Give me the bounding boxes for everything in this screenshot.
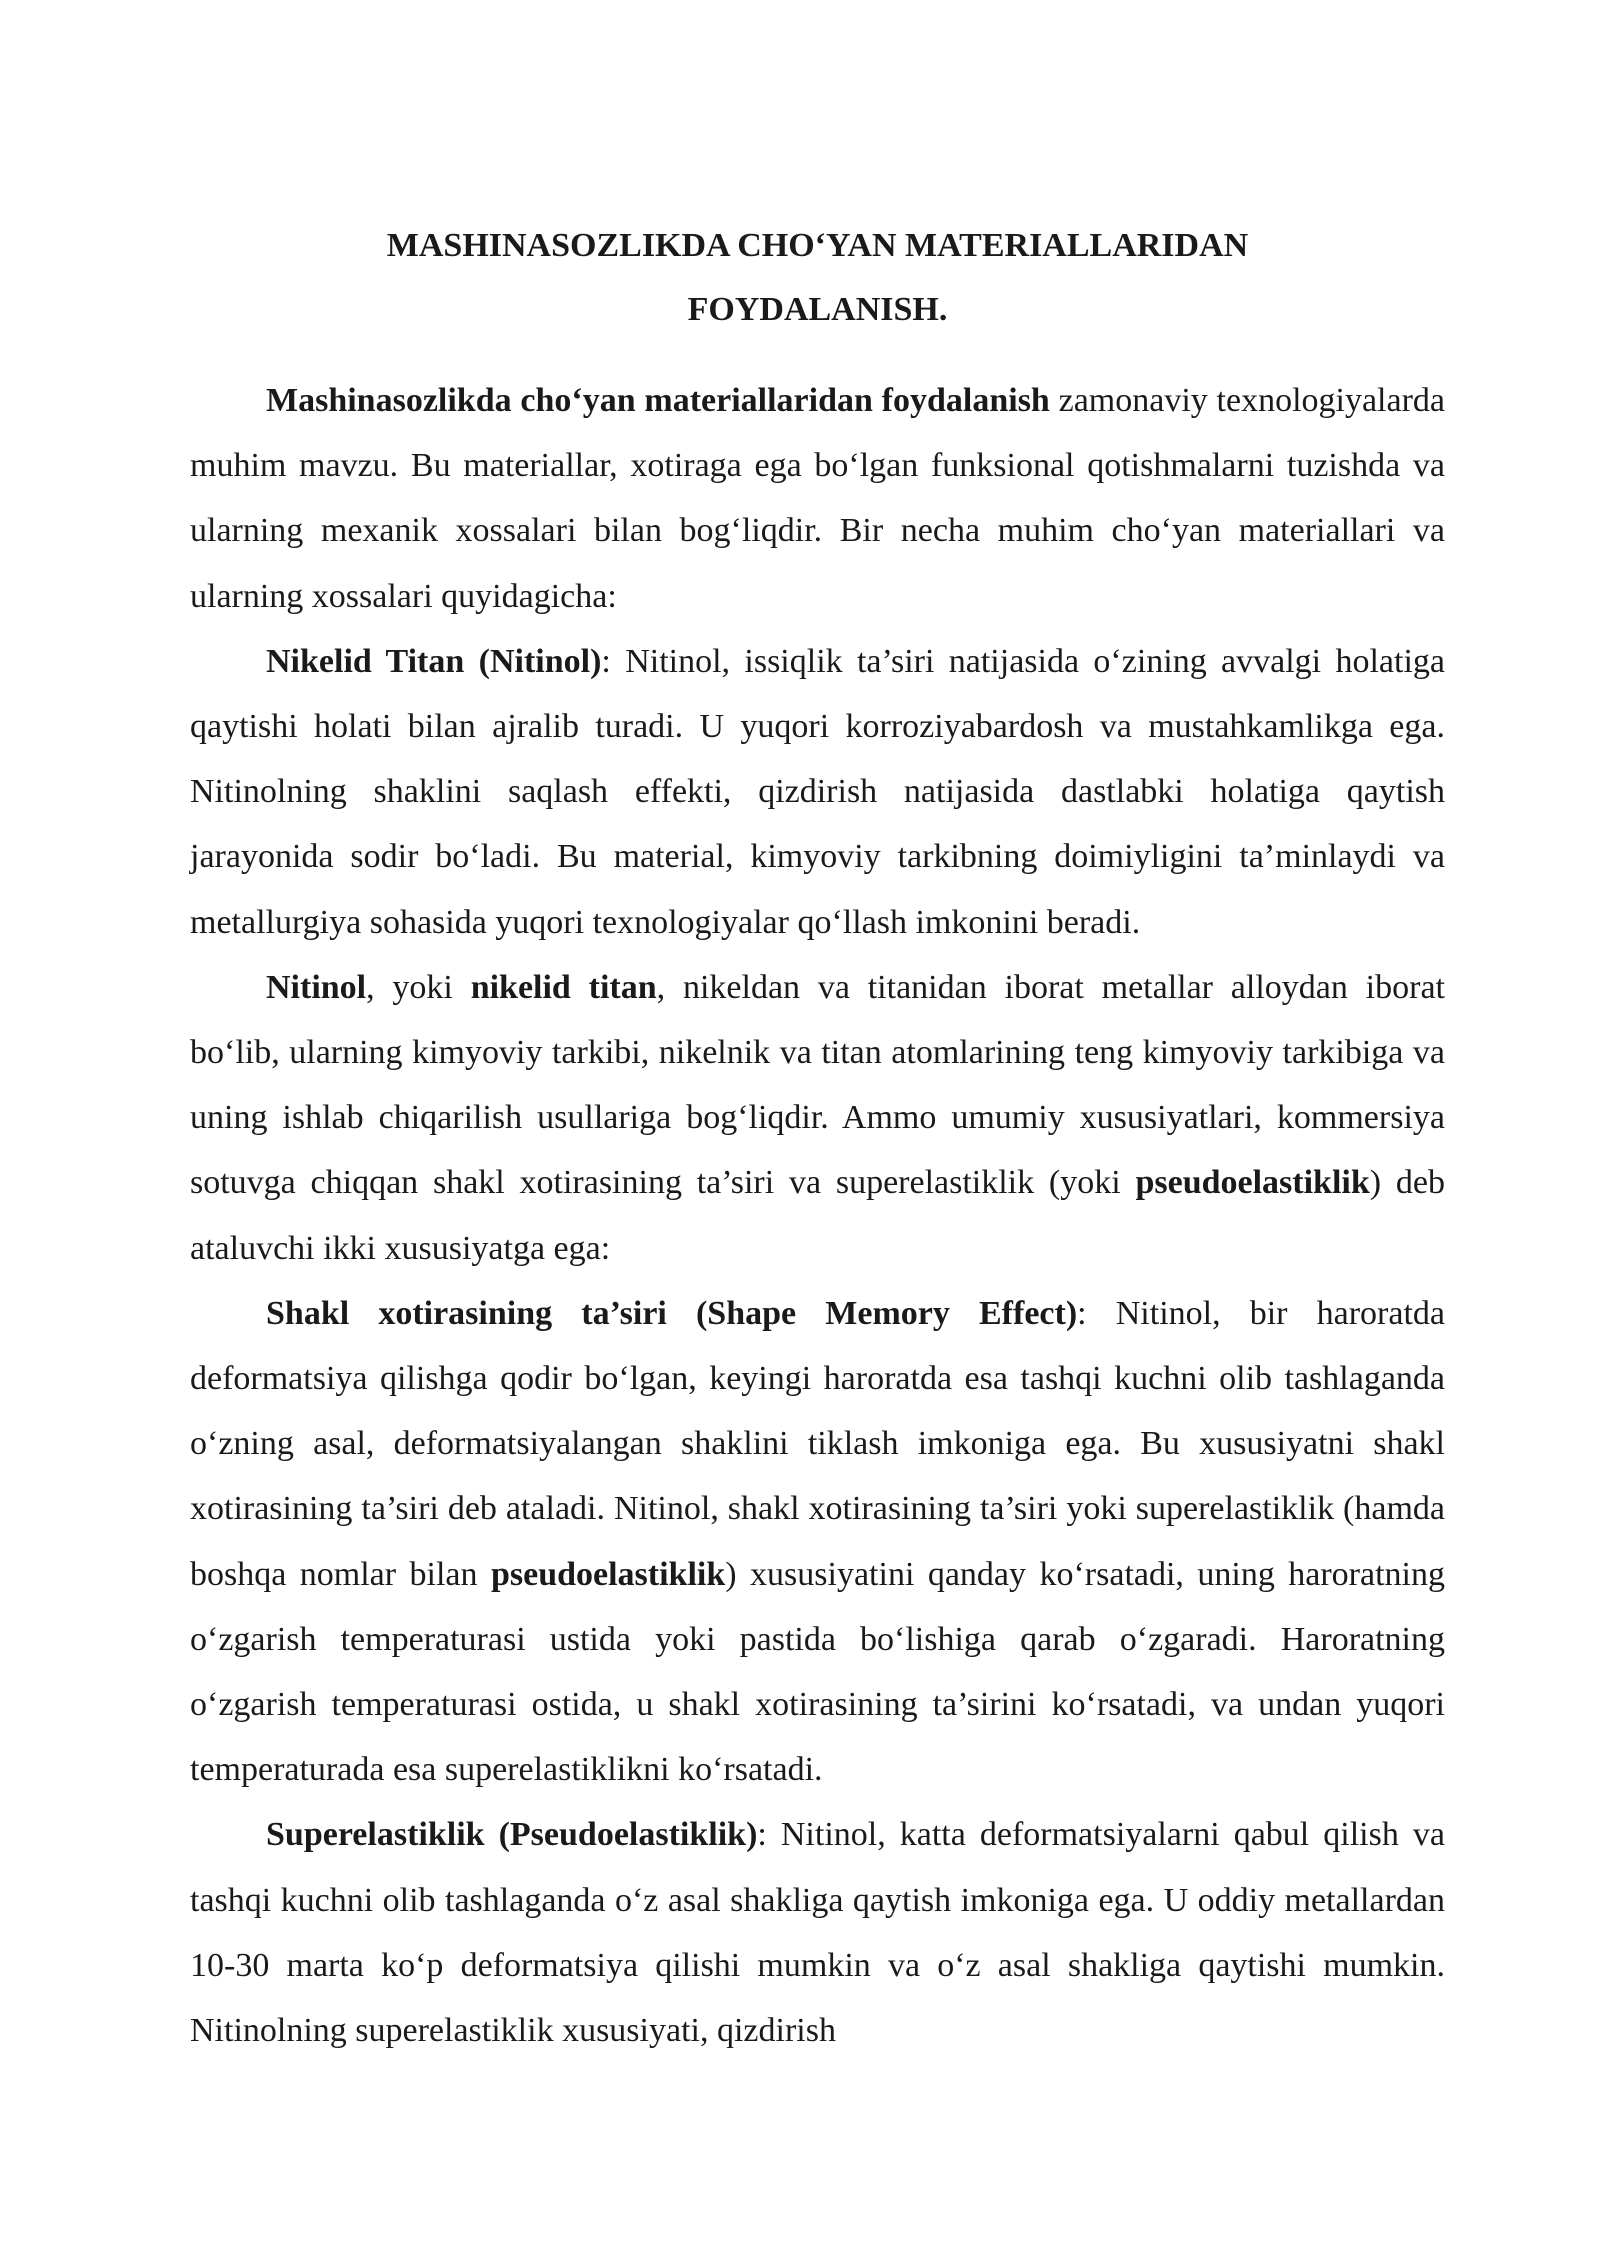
document-page bbox=[190, 214, 1445, 2063]
paragraph-nitinol-bold: Nikelid Titan (Nitinol) bbox=[266, 642, 602, 680]
superelasticity-heading: Superelastiklik (Pseudoelastiklik) bbox=[266, 1816, 758, 1854]
paragraph-nitinol-text: : Nitinol, issiqlik ta’siri natijasida o‘zining avvalgi holatiga qaytishi holati bilan ajralib turadi. U yuqori korroziyabardosh va mustahkamlikga ega. Nitinolning shaklini saqlash effekti, qizdirish natijasida dastlabki holatiga qaytish jarayonida sodir bo‘ladi. Bu material, kimyoviy tarkibning doimiyligini ta’minlaydi va metallurgiya sohasida yuqori texnologiyalar qo‘llash imkonini beradi. bbox=[190, 642, 1446, 941]
document-title bbox=[190, 214, 1445, 342]
superelasticity-text: : Nitinol, katta deformatsiyalarni qabul qilish va tashqi kuchni olib tashlaganda o‘z asal shakliga qaytish imkoniga ega. U oddiy metallardan 10-30 marta ko‘p deformatsiya qilishi mumkin va o‘z asal shakliga qaytishi mumkin. Nitinolning superelastiklik xususiyati, qizdirish bbox=[190, 1816, 1445, 2050]
shape-memory-text-1: : Nitinol, bir haroratda deformatsiya qilishga qodir bo‘lgan, keyingi haroratda esa tashqi kuchni olib tashlaganda o‘zning asal, deformatsiyalangan shaklini tiklash imkoniga ega. Bu xususiyatni shakl xotirasining ta’siri deb ataladi. Nitinol, shakl xotirasining ta’siri yoki superelastiklik (hamda boshqa nomlar bilan bbox=[190, 1294, 1445, 1593]
term-pseudoelastiklik: pseudoelastiklik bbox=[1135, 1164, 1370, 1202]
term-nitinol: Nitinol bbox=[266, 968, 367, 1006]
paragraph-intro-text: zamonaviy texnologiyalarda muhim mavzu. Bu materiallar, xotiraga ega bo‘lgan funksional qotishmalarni tuzishda va ularning mexanik xossalari bilan bog‘liqdir. Bir necha muhim cho‘yan materiallari va ularning xossalari quyidagicha: bbox=[190, 382, 1446, 615]
paragraph-nitinol bbox=[190, 629, 1445, 955]
term-nikelid-titan: nikelid titan bbox=[470, 968, 657, 1006]
composition-text-1: , yoki bbox=[366, 968, 471, 1006]
shape-memory-term-pseudoelastiklik: pseudoelastiklik bbox=[490, 1555, 726, 1593]
paragraph-nitinol-composition bbox=[190, 955, 1445, 1281]
shape-memory-text-2: ) xususiyatini qanday ko‘rsatadi, uning haroratning o‘zgarish temperaturasi ustida yoki pastida bo‘lishiga qarab o‘zgaradi. Haroratning o‘zgarish temperaturasi ostida, u shakl xotirasining ta’sirini ko‘rsatadi, va undan yuqori temperaturada esa superelastiklikni ko‘rsatadi. bbox=[190, 1555, 1445, 1789]
shape-memory-heading: Shakl xotirasining ta’siri (Shape Memory Effect) bbox=[266, 1294, 1078, 1332]
composition-text-3: ) deb ataluvchi ikki xususiyatga ega: bbox=[190, 1164, 1445, 1267]
composition-text-2: , nikeldan va titanidan iborat metallar alloydan iborat bo‘lib, ularning kimyoviy tarkibi, nikelnik va titan atomlarining teng kimyoviy tarkibiga va uning ishlab chiqarilish usullariga bog‘liqdir. Ammo umumiy xususiyatlari, kommersiya sotuvga chiqqan shakl xotirasining ta’siri va superelastiklik (yoki bbox=[190, 968, 1445, 1202]
title-line-1: MASHINASOZLIKDA CHO‘YAN MATERIALLARIDAN bbox=[386, 227, 1249, 264]
title-line-2: FOYDALANISH. bbox=[687, 291, 948, 328]
paragraph-intro bbox=[190, 368, 1445, 629]
paragraph-intro-bold: Mashinasozlikda cho‘yan materiallaridan foydalanish bbox=[266, 382, 1050, 419]
paragraph-shape-memory bbox=[190, 1281, 1445, 1803]
paragraph-superelasticity bbox=[190, 1802, 1445, 2063]
